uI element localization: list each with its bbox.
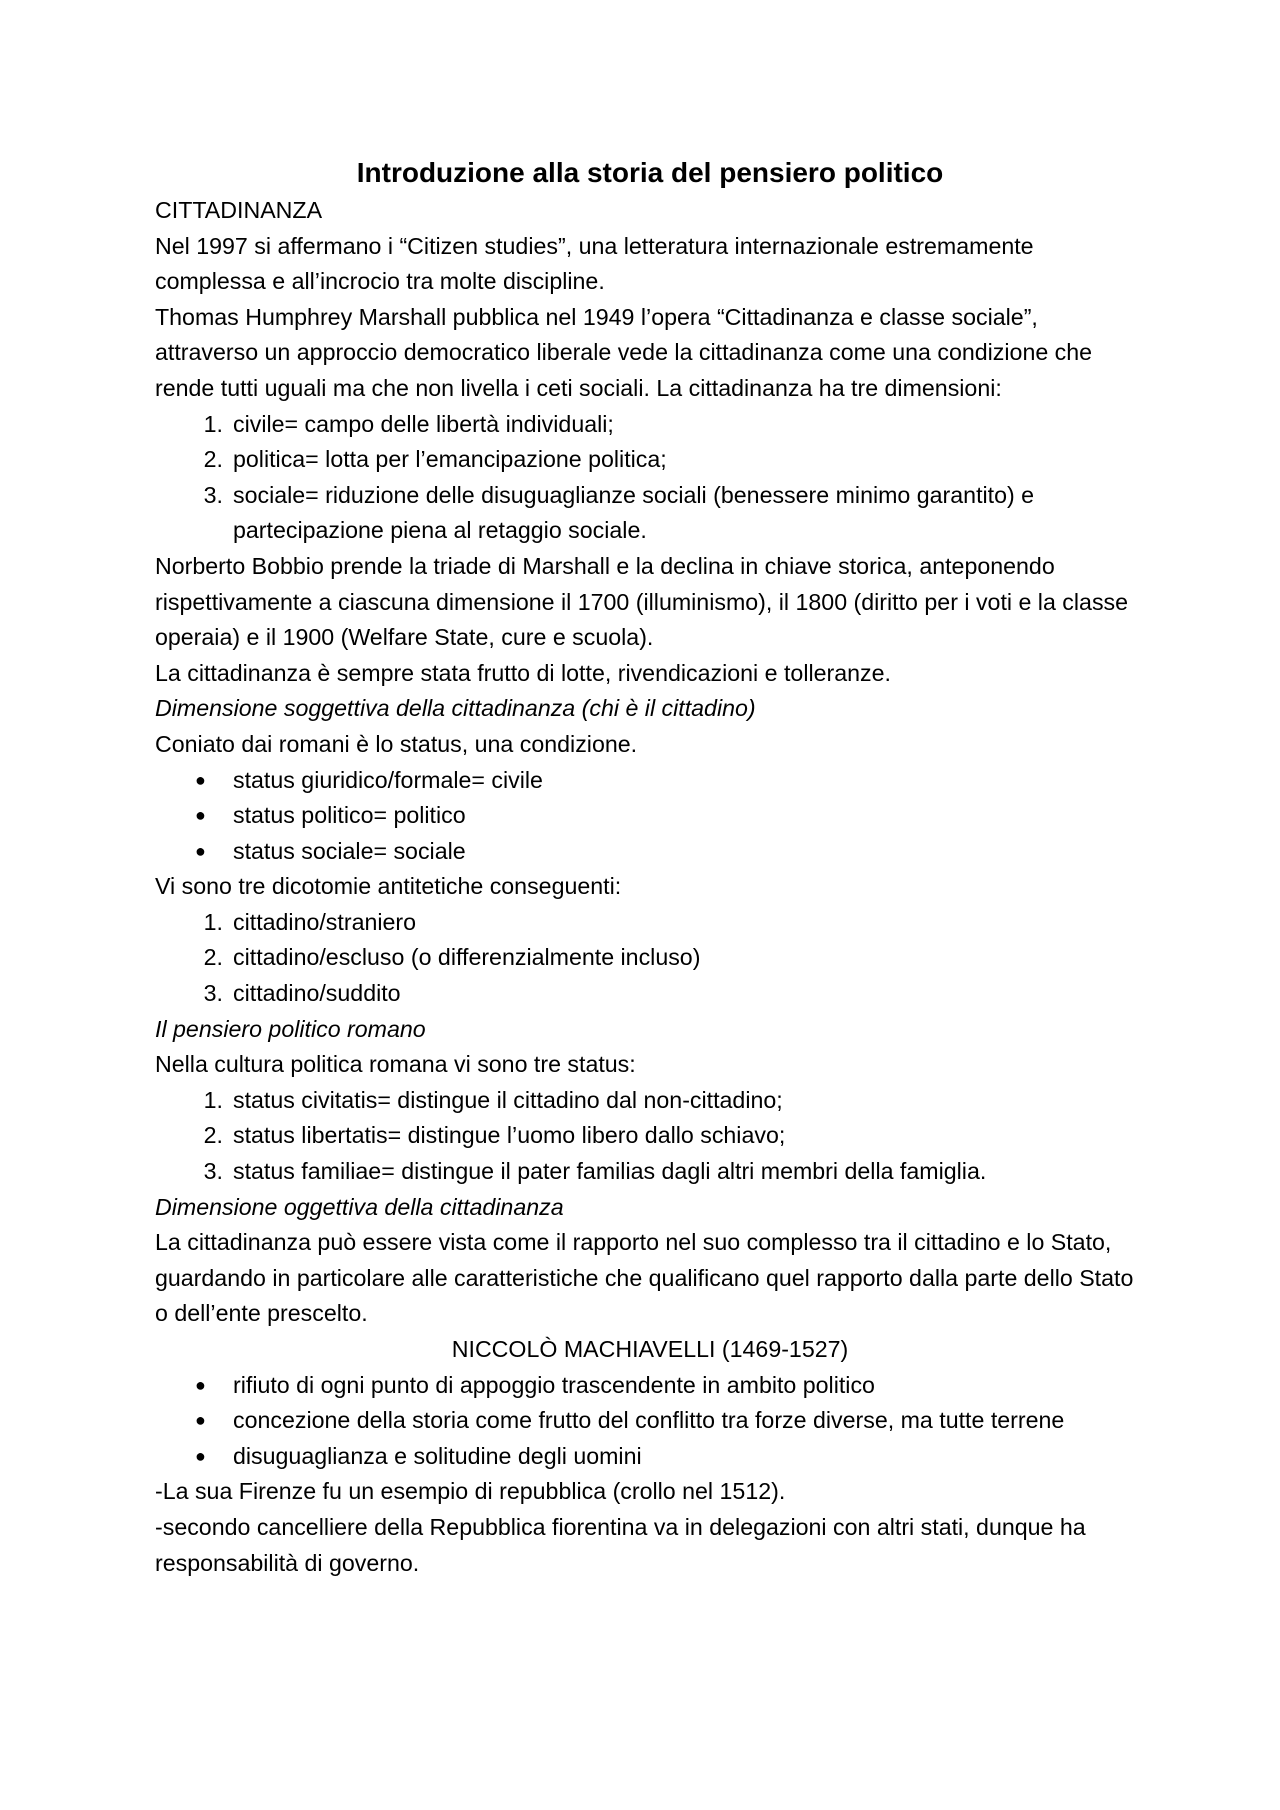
bullet-list-machiavelli (155, 1368, 1145, 1475)
bullet-list-status (155, 763, 1145, 870)
paragraph: -secondo cancelliere della Repubblica fiorentina va in delegazioni con altri stati, dunque ha responsabilità di governo. (155, 1513, 1086, 1576)
paragraph: Norberto Bobbio prende la triade di Marshall e la declina in chiave storica, anteponendo rispettivamente a ciascuna dimensione il 1700 (illuminismo), il 1800 (diritto per i voti e la classe operaia) e il 1900 (Welfare State, cure e scuola). (155, 552, 1129, 651)
paragraph: -La sua Firenze fu un esempio di repubblica (crollo nel 1512). (155, 1478, 786, 1505)
list-item: 1. status civitatis= distingue il cittadino dal non-cittadino; (203, 1086, 783, 1113)
section-heading-machiavelli: NICCOLÒ MACHIAVELLI (1469-1527) (451, 1336, 849, 1362)
numbered-list-status-romani (155, 1083, 1145, 1190)
list-item: 2. status libertatis= distingue l’uomo libero dallo schiavo; (203, 1122, 786, 1149)
list-item: 1. cittadino/straniero (203, 908, 417, 935)
section-heading-cittadinanza: CITTADINANZA (155, 197, 323, 223)
paragraph: Vi sono tre dicotomie antitetiche conseguenti: (155, 873, 622, 900)
paragraph: La cittadinanza può essere vista come il rapporto nel suo complesso tra il cittadino e lo Stato, guardando in particolare alle caratteristiche che qualificano quel rapporto dalla parte dello Stato o dell’ente prescelto. (155, 1229, 1134, 1327)
subheading-pensiero-romano: Il pensiero politico romano (155, 1015, 426, 1042)
list-item: 3. cittadino/suddito (203, 980, 401, 1007)
paragraph: Nel 1997 si affermano i “Citizen studies”, una letteratura internazionale estremamente complessa e all’incrocio tra molte discipline. (155, 232, 1034, 295)
paragraph: Nella cultura politica romana vi sono tre status: (155, 1051, 636, 1078)
list-item: ● status sociale= sociale (155, 834, 1145, 870)
bullet-icon: ● (195, 805, 206, 826)
list-item: ● status politico= politico (155, 798, 1145, 834)
bullet-icon: ● (195, 1445, 206, 1466)
subheading-soggettiva: Dimensione soggettiva della cittadinanza (chi è il cittadino) (155, 695, 756, 722)
list-item: ● rifiuto di ogni punto di appoggio trascendente in ambito politico (155, 1368, 1145, 1404)
numbered-list-dimensions (155, 407, 1145, 549)
numbered-list-dicotomie (155, 905, 1145, 1012)
list-item: 2. politica= lotta per l’emancipazione politica; (203, 446, 667, 473)
bullet-icon: ● (195, 1374, 206, 1395)
list-item: ● status giuridico/formale= civile (155, 763, 1145, 799)
bullet-icon: ● (195, 1410, 206, 1431)
list-item: 2. cittadino/escluso (o differenzialmente incluso) (203, 944, 701, 971)
list-item: ● disuguaglianza e solitudine degli uomini (155, 1439, 1145, 1475)
paragraph: Coniato dai romani è lo status, una condizione. (155, 730, 638, 757)
bullet-icon: ● (195, 769, 206, 790)
paragraph: Thomas Humphrey Marshall pubblica nel 1949 l’opera “Cittadinanza e classe sociale”, attraverso un approccio democratico liberale vede la cittadinanza come una condizione che rende tutti uguali ma che non livella i ceti sociali. La cittadinanza ha tre dimensioni: (155, 303, 1093, 401)
document-page (155, 155, 1145, 1581)
paragraph: La cittadinanza è sempre stata frutto di lotte, rivendicazioni e tolleranze. (155, 659, 891, 686)
document-title: Introduzione alla storia del pensiero politico (356, 157, 944, 188)
subheading-oggettiva: Dimensione oggettiva della cittadinanza (155, 1193, 564, 1220)
list-item: 1. civile= campo delle libertà individuali; (203, 410, 614, 437)
bullet-icon: ● (195, 840, 206, 861)
list-item: 3. status familiae= distingue il pater familias dagli altri membri della famiglia. (203, 1158, 987, 1185)
list-item: ● concezione della storia come frutto del conflitto tra forze diverse, ma tutte terrene (155, 1403, 1145, 1439)
list-item: 3. sociale= riduzione delle disuguaglianze sociali (benessere minimo garantito) e partecipazione piena al retaggio sociale. (203, 481, 1035, 544)
